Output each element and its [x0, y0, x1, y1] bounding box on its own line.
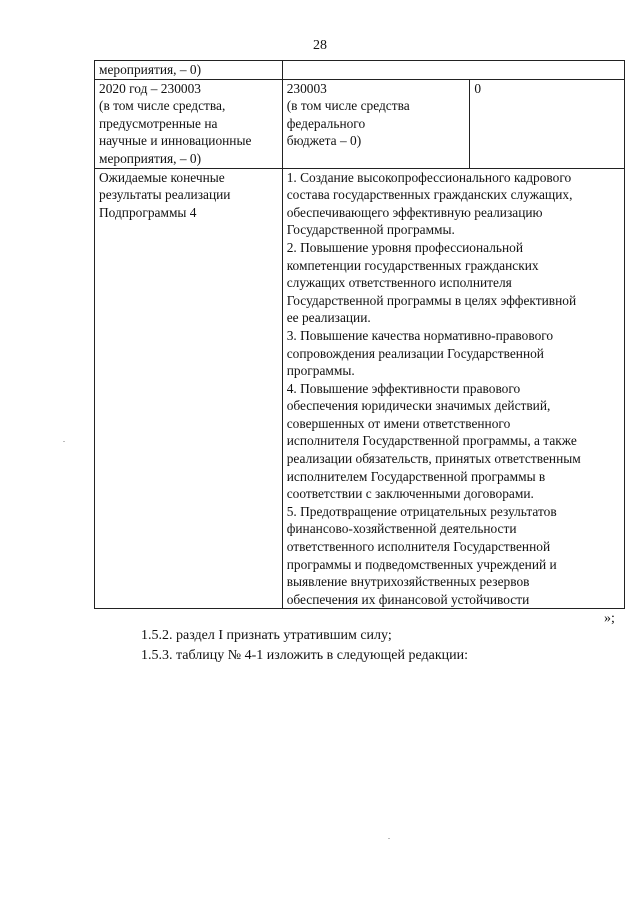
- result-line: обеспечения их финансовой устойчивости: [286, 591, 530, 607]
- results-label-cell: [95, 168, 283, 609]
- cell-line: предусмотренные на: [99, 115, 218, 131]
- cell-line: (в том числе средства,: [99, 98, 226, 114]
- page-number: 28: [313, 38, 327, 53]
- cell-line: 2020 год – 230003: [99, 80, 201, 96]
- result-line: компетенции государственных гражданских: [286, 257, 539, 273]
- result-line: состава государственных гражданских служащих,: [286, 187, 573, 203]
- paragraph-1-5-2: 1.5.2. раздел I признать утратившим силу;: [141, 628, 392, 643]
- result-line: 5. Предотвращение отрицательных результатов: [286, 503, 557, 519]
- cell-line: Подпрограммы 4: [99, 204, 197, 220]
- result-line: 1. Создание высокопрофессионального кадрового: [286, 169, 572, 185]
- result-line: служащих ответственного исполнителя: [286, 275, 512, 291]
- cell-line: научные и инновационные: [99, 133, 252, 149]
- table-cell: [282, 61, 624, 80]
- other-funding-cell: [470, 79, 625, 168]
- result-line: обеспечения юридически значимых действий,: [286, 398, 551, 414]
- result-line: Государственной программы.: [286, 222, 455, 238]
- cell-line: 230003: [286, 80, 327, 96]
- table-row: [95, 79, 625, 168]
- scan-speck: [63, 441, 65, 442]
- cell-line: 0: [474, 80, 482, 96]
- result-line: исполнителя Государственной программы, а также: [286, 433, 577, 449]
- cell-line: федерального: [286, 115, 366, 131]
- closing-quote: »;: [604, 611, 615, 626]
- cell-text: мероприятия, – 0): [99, 62, 202, 77]
- result-line: 3. Повышение качества нормативно-правового: [286, 327, 554, 343]
- cell-line: Ожидаемые конечные: [99, 169, 225, 185]
- scan-speck: [388, 838, 390, 839]
- result-line: программы и подведомственных учреждений и: [286, 556, 557, 572]
- paragraph-1-5-3: 1.5.3. таблицу № 4-1 изложить в следующей редакции:: [141, 648, 469, 663]
- cell-line: бюджета – 0): [286, 133, 362, 149]
- result-line: исполнителем Государственной программы в: [286, 468, 546, 484]
- results-text-cell: [282, 168, 624, 609]
- cell-line: результаты реализации: [99, 187, 231, 203]
- cell-line: (в том числе средства: [286, 98, 410, 114]
- federal-funding-cell: [282, 79, 470, 168]
- result-line: выявление внутрихозяйственных резервов: [286, 574, 530, 590]
- result-line: совершенных от имени ответственного: [286, 415, 511, 431]
- result-line: сопровождения реализации Государственной: [286, 345, 544, 361]
- table-row: [95, 168, 625, 609]
- result-line: 4. Повышение эффективности правового: [286, 380, 521, 396]
- subprogram-table: [94, 60, 625, 609]
- result-line: ответственного исполнителя Государственной: [286, 539, 551, 555]
- result-line: программы.: [286, 363, 355, 379]
- result-line: реализации обязательств, принятых ответственным: [286, 451, 581, 467]
- result-line: обеспечивающего эффективную реализацию: [286, 204, 543, 220]
- result-line: 2. Повышение уровня профессиональной: [286, 239, 524, 255]
- table-cell: [95, 61, 283, 80]
- cell-line: мероприятия, – 0): [99, 150, 202, 166]
- result-line: соответствии с заключенными договорами.: [286, 486, 534, 502]
- table-row: [95, 61, 625, 80]
- funding-year-cell: [95, 79, 283, 168]
- result-line: финансово-хозяйственной деятельности: [286, 521, 517, 537]
- result-line: ее реализации.: [286, 310, 371, 326]
- result-line: Государственной программы в целях эффективной: [286, 292, 577, 308]
